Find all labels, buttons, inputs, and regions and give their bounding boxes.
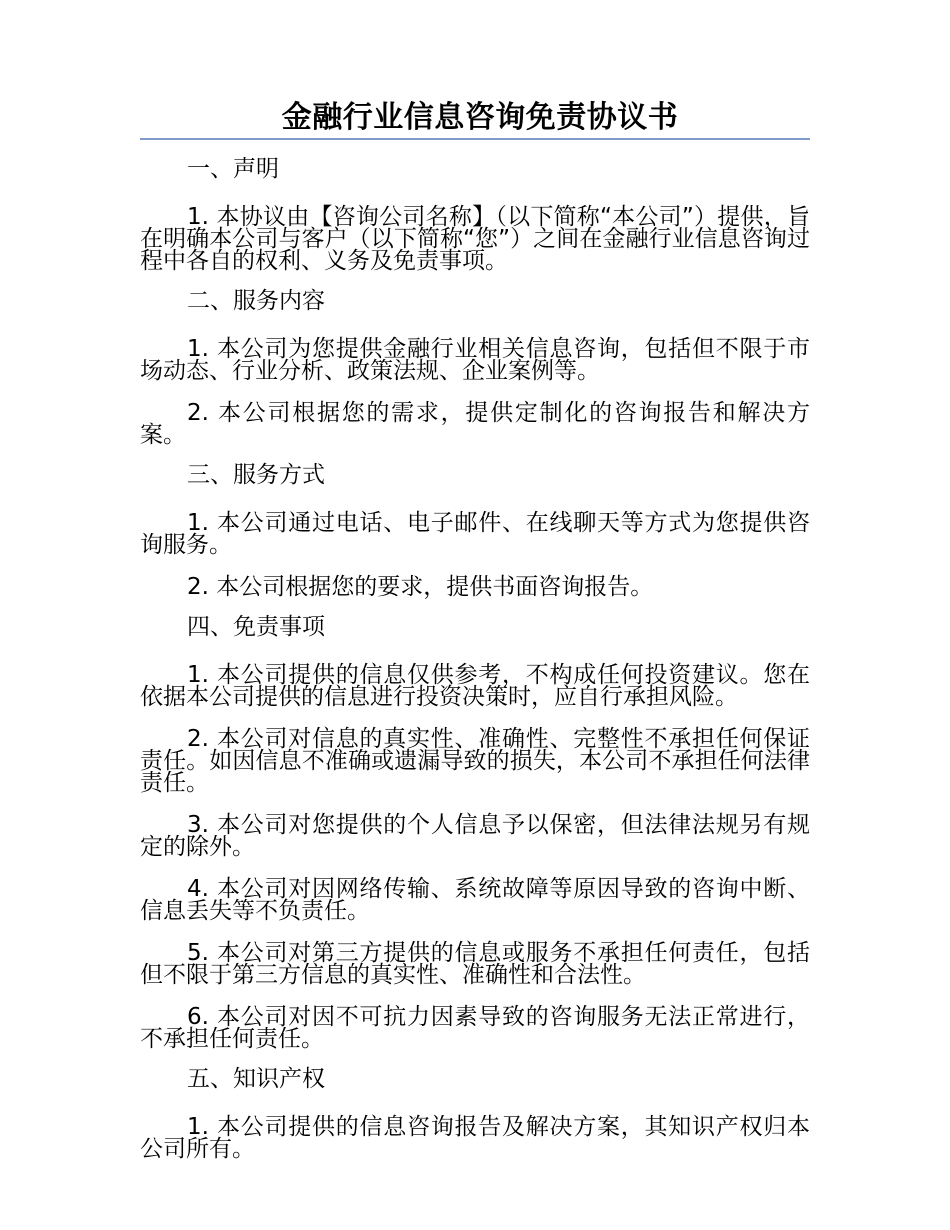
paragraph: 1. 本公司提供的信息仅供参考，不构成任何投资建议。您在依据本公司提供的信息进行投资决策时，应自行承担风险。 — [140, 662, 810, 710]
section-intellectual-property — [140, 1064, 810, 1160]
paragraph: 1. 本协议由【咨询公司名称】（以下简称“本公司”）提供，旨在明确本公司与客户（以下简称“您”）之间在金融行业信息咨询过程中各自的权利、义务及免责事项。 — [140, 204, 810, 274]
paragraph: 1. 本公司为您提供金融行业相关信息咨询，包括但不限于市场动态、行业分析、政策法规、企业案例等。 — [140, 336, 810, 384]
section-heading: 二、服务内容 — [187, 288, 325, 314]
document-page — [140, 100, 810, 1160]
title-underline — [140, 138, 810, 140]
section-service-method — [140, 460, 810, 598]
section-heading: 一、声明 — [187, 156, 279, 182]
section-declaration — [140, 154, 810, 272]
document-title: 金融行业信息咨询免责协议书 — [281, 100, 679, 135]
paragraph: 5. 本公司对第三方提供的信息或服务不承担任何责任，包括但不限于第三方信息的真实性、准确性和合法性。 — [140, 940, 810, 988]
section-disclaimers — [140, 612, 810, 1050]
section-heading: 四、免责事项 — [187, 614, 325, 640]
paragraph: 3. 本公司对您提供的个人信息予以保密，但法律法规另有规定的除外。 — [140, 812, 810, 860]
paragraph: 1. 本公司提供的信息咨询报告及解决方案，其知识产权归本公司所有。 — [140, 1114, 810, 1162]
paragraph: 1. 本公司通过电话、电子邮件、在线聊天等方式为您提供咨询服务。 — [140, 510, 810, 558]
section-heading: 三、服务方式 — [187, 462, 325, 488]
section-heading: 五、知识产权 — [187, 1066, 325, 1092]
paragraph: 6. 本公司对因不可抗力因素导致的咨询服务无法正常进行，不承担任何责任。 — [140, 1004, 810, 1052]
paragraph: 2. 本公司根据您的要求，提供书面咨询报告。 — [187, 574, 654, 600]
section-service-content — [140, 286, 810, 446]
paragraph: 2. 本公司对信息的真实性、准确性、完整性不承担任何保证责任。如因信息不准确或遗漏导致的损失，本公司不承担任何法律责任。 — [140, 726, 810, 796]
paragraph: 2. 本公司根据您的需求，提供定制化的咨询报告和解决方案。 — [140, 400, 810, 448]
paragraph: 4. 本公司对因网络传输、系统故障等原因导致的咨询中断、信息丢失等不负责任。 — [140, 876, 810, 924]
